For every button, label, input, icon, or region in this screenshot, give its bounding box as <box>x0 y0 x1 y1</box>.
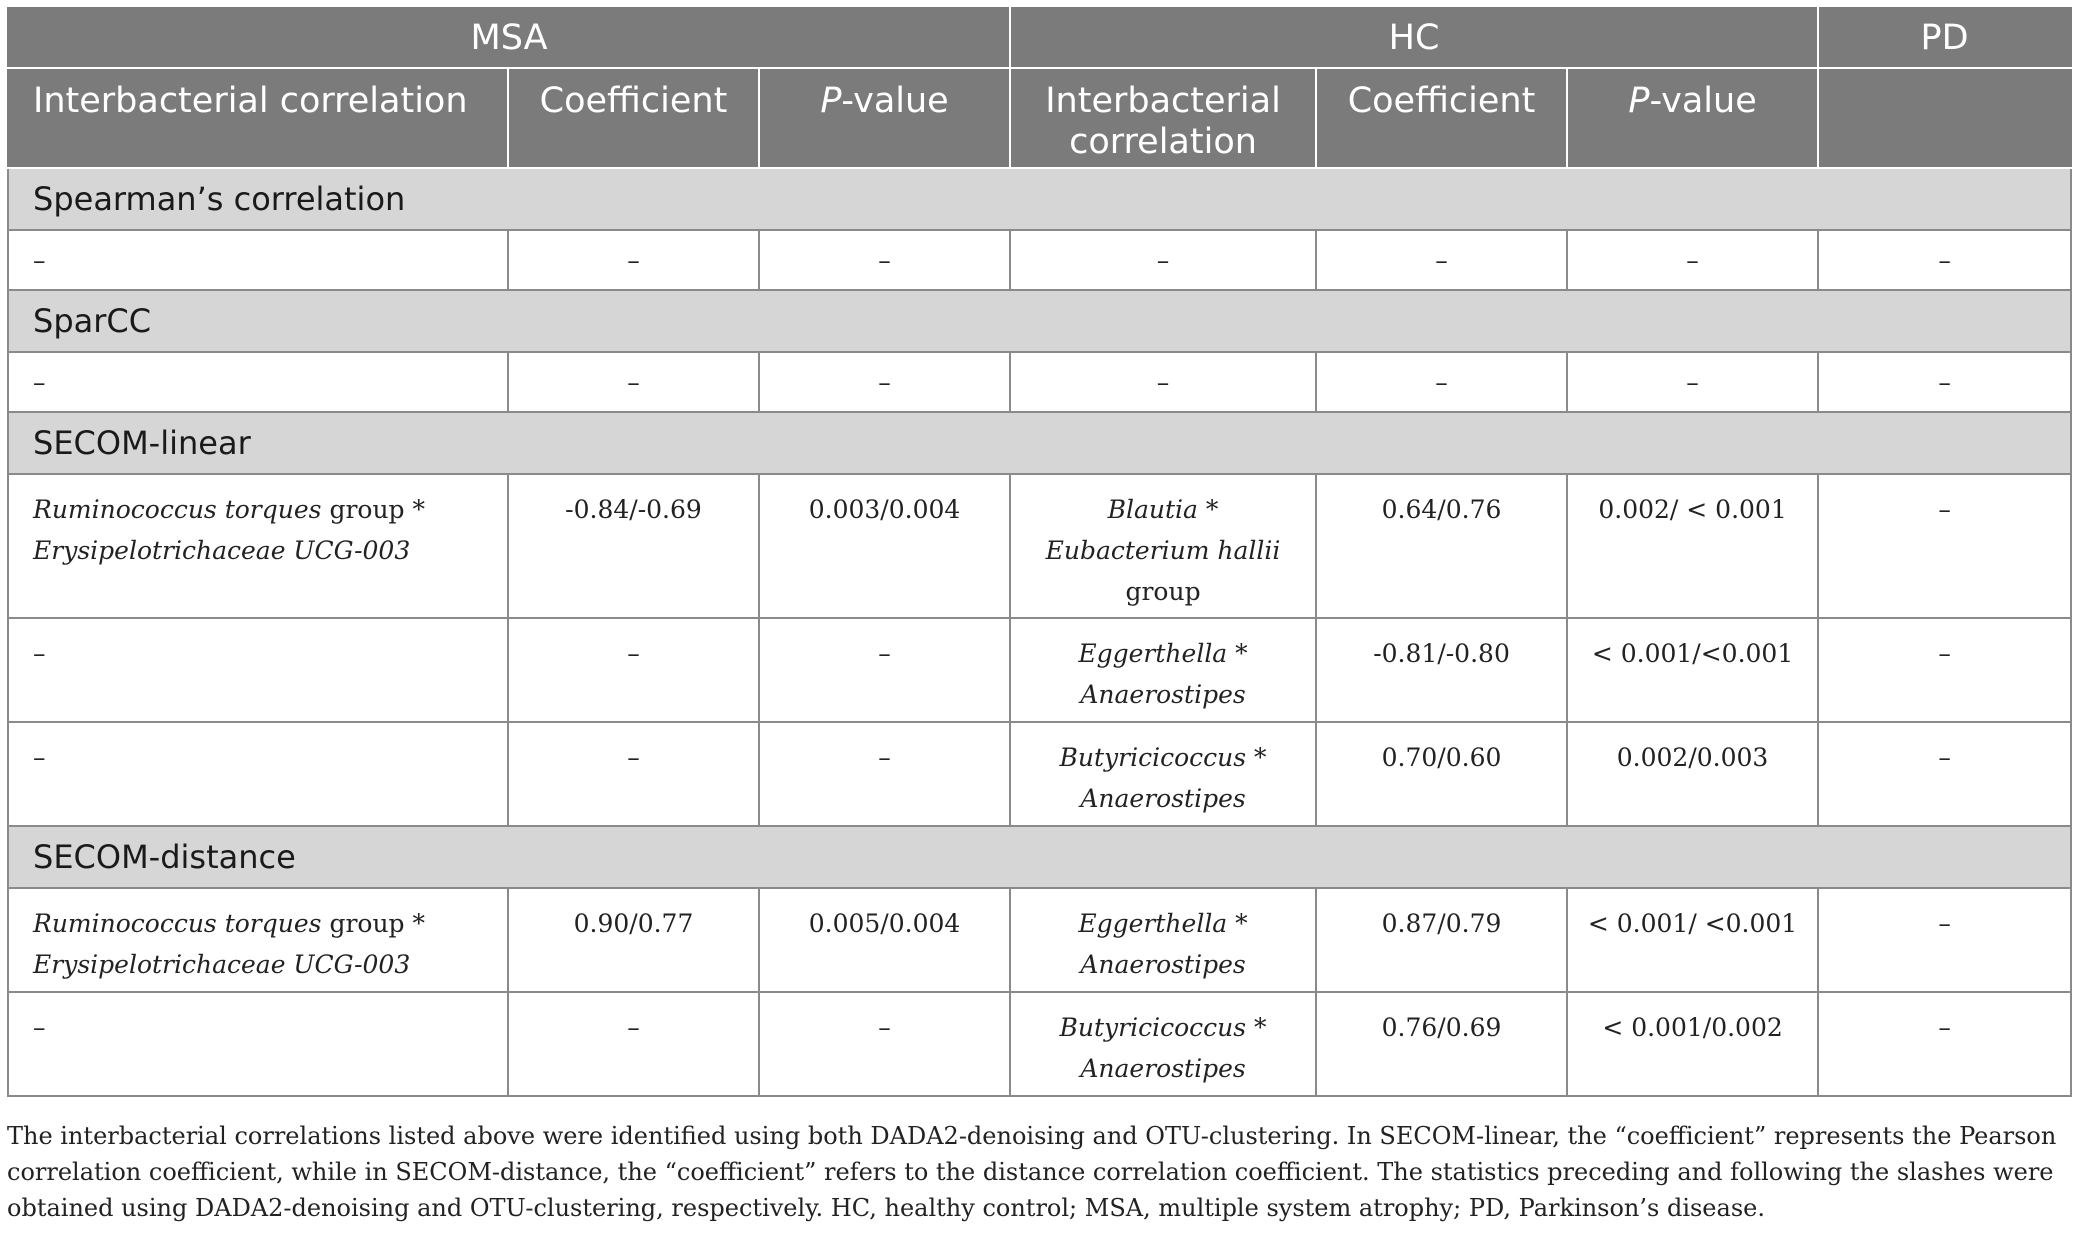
table-cell: – <box>1316 352 1567 412</box>
col-header-msa-correlation: Interbacterial correlation <box>8 68 508 168</box>
msa-pvalue-cell: – <box>759 722 1010 826</box>
section-row-secom-distance <box>8 826 2071 888</box>
msa-coefficient-cell: 0.90/0.77 <box>508 888 759 992</box>
pvalue-suffix: -value <box>1649 81 1757 121</box>
taxon-name: Eggerthella <box>1078 639 1228 668</box>
table-row <box>8 888 2071 992</box>
section-title: SECOM-linear <box>8 412 2071 474</box>
hc-pvalue-cell: < 0.001/0.002 <box>1567 992 1818 1096</box>
table-cell: – <box>508 230 759 290</box>
msa-coefficient-cell: – <box>508 722 759 826</box>
table-row <box>8 230 2071 290</box>
table-cell: – <box>508 352 759 412</box>
group-header-pd: PD <box>1818 8 2071 68</box>
table-cell: – <box>8 352 508 412</box>
hc-coefficient-cell: 0.70/0.60 <box>1316 722 1567 826</box>
correlation-table <box>7 7 2072 1097</box>
p-italic: P <box>820 81 842 121</box>
taxon-name: Anaerostipes <box>1080 784 1246 813</box>
section-row-sparcc <box>8 290 2071 352</box>
taxon-suffix: * <box>1227 909 1248 938</box>
taxon-suffix: * <box>1197 495 1219 524</box>
taxon-name: Butyricicoccus <box>1059 1013 1247 1042</box>
taxon-name: Eggerthella <box>1078 909 1228 938</box>
pd-cell: – <box>1818 888 2071 992</box>
section-row-spearman <box>8 168 2071 230</box>
msa-correlation-cell: – <box>8 992 508 1096</box>
hc-correlation-cell <box>1010 618 1316 722</box>
msa-correlation-cell: – <box>8 722 508 826</box>
taxon-name: Erysipelotrichaceae UCG-003 <box>33 536 411 565</box>
correlation-table-wrapper <box>7 7 2070 1097</box>
table-body <box>8 168 2071 1096</box>
msa-pvalue-cell: 0.003/0.004 <box>759 474 1010 618</box>
hc-pvalue-cell: < 0.001/<0.001 <box>1567 618 1818 722</box>
table-cell: – <box>1010 230 1316 290</box>
hc-corr-line2: correlation <box>1069 122 1257 162</box>
p-italic: P <box>1628 81 1650 121</box>
hc-corr-line1: Interbacterial <box>1045 81 1281 121</box>
pd-cell: – <box>1818 474 2071 618</box>
section-row-secom-linear <box>8 412 2071 474</box>
table-row <box>8 474 2071 618</box>
msa-coefficient-cell: – <box>508 992 759 1096</box>
taxon-name: Butyricicoccus <box>1059 743 1247 772</box>
col-header-msa-coefficient: Coefficient <box>508 68 759 168</box>
hc-pvalue-cell: 0.002/0.003 <box>1567 722 1818 826</box>
table-cell: – <box>1818 230 2071 290</box>
col-header-pd <box>1818 68 2071 168</box>
taxon-name: Erysipelotrichaceae UCG-003 <box>33 950 411 979</box>
table-cell: – <box>1010 352 1316 412</box>
table-cell: – <box>759 352 1010 412</box>
table-cell: – <box>759 230 1010 290</box>
group-header-msa: MSA <box>8 8 1010 68</box>
table-cell: – <box>8 230 508 290</box>
col-header-hc-correlation <box>1010 68 1316 168</box>
table-row <box>8 352 2071 412</box>
table-row <box>8 992 2071 1096</box>
col-header-hc-pvalue <box>1567 68 1818 168</box>
table-cell: – <box>1567 352 1818 412</box>
taxon-name: Ruminococcus torques <box>33 495 322 524</box>
group-header-hc: HC <box>1010 8 1818 68</box>
hc-coefficient-cell: 0.64/0.76 <box>1316 474 1567 618</box>
col-header-hc-coefficient: Coefficient <box>1316 68 1567 168</box>
msa-coefficient-cell: – <box>508 618 759 722</box>
msa-pvalue-cell: 0.005/0.004 <box>759 888 1010 992</box>
msa-pvalue-cell: – <box>759 618 1010 722</box>
table-header <box>8 8 2071 168</box>
section-title: Spearman’s correlation <box>8 168 2071 230</box>
msa-pvalue-cell: – <box>759 992 1010 1096</box>
group-header-row <box>8 8 2071 68</box>
hc-correlation-cell <box>1010 888 1316 992</box>
msa-correlation-cell: – <box>8 618 508 722</box>
column-header-row <box>8 68 2071 168</box>
pvalue-suffix: -value <box>841 81 949 121</box>
taxon-name: Blautia <box>1107 495 1198 524</box>
table-footnote: The interbacterial correlations listed above were identified using both DADA2-denoising and OTU-clustering. In SECOM-linear, the “coefficient” represents the Pearson correlation coefficient, while in SECOM-distance, the “coefficient” refers to the distance correlation coefficient. The statistics preceding and following the slashes were obtained using DADA2-denoising and OTU-clustering, respectively. HC, healthy control; MSA, multiple system atrophy; PD, Parkinson’s disease. <box>7 1122 2057 1222</box>
taxon-suffix: * <box>1227 639 1248 668</box>
table-cell: – <box>1567 230 1818 290</box>
taxon-suffix: group * <box>321 909 426 938</box>
taxon-name: Eubacterium hallii <box>1045 536 1281 565</box>
msa-correlation-cell <box>8 474 508 618</box>
table-cell: – <box>1316 230 1567 290</box>
hc-correlation-cell <box>1010 722 1316 826</box>
pd-cell: – <box>1818 992 2071 1096</box>
section-title: SparCC <box>8 290 2071 352</box>
taxon-name: Anaerostipes <box>1080 680 1246 709</box>
hc-coefficient-cell: 0.87/0.79 <box>1316 888 1567 992</box>
taxon-name: Anaerostipes <box>1080 1054 1246 1083</box>
pd-cell: – <box>1818 618 2071 722</box>
hc-correlation-cell <box>1010 992 1316 1096</box>
taxon-suffix: group * <box>321 495 426 524</box>
taxon-suffix: * <box>1246 743 1267 772</box>
hc-coefficient-cell: 0.76/0.69 <box>1316 992 1567 1096</box>
col-header-msa-pvalue <box>759 68 1010 168</box>
msa-coefficient-cell: -0.84/-0.69 <box>508 474 759 618</box>
taxon-suffix: group <box>1125 577 1201 606</box>
hc-pvalue-cell: 0.002/ < 0.001 <box>1567 474 1818 618</box>
table-cell: – <box>1818 352 2071 412</box>
hc-coefficient-cell: -0.81/-0.80 <box>1316 618 1567 722</box>
table-row <box>8 722 2071 826</box>
hc-correlation-cell <box>1010 474 1316 618</box>
table-row <box>8 618 2071 722</box>
taxon-name: Ruminococcus torques <box>33 909 322 938</box>
pd-cell: – <box>1818 722 2071 826</box>
msa-correlation-cell <box>8 888 508 992</box>
taxon-name: Anaerostipes <box>1080 950 1246 979</box>
taxon-suffix: * <box>1246 1013 1267 1042</box>
section-title: SECOM-distance <box>8 826 2071 888</box>
hc-pvalue-cell: < 0.001/ <0.001 <box>1567 888 1818 992</box>
